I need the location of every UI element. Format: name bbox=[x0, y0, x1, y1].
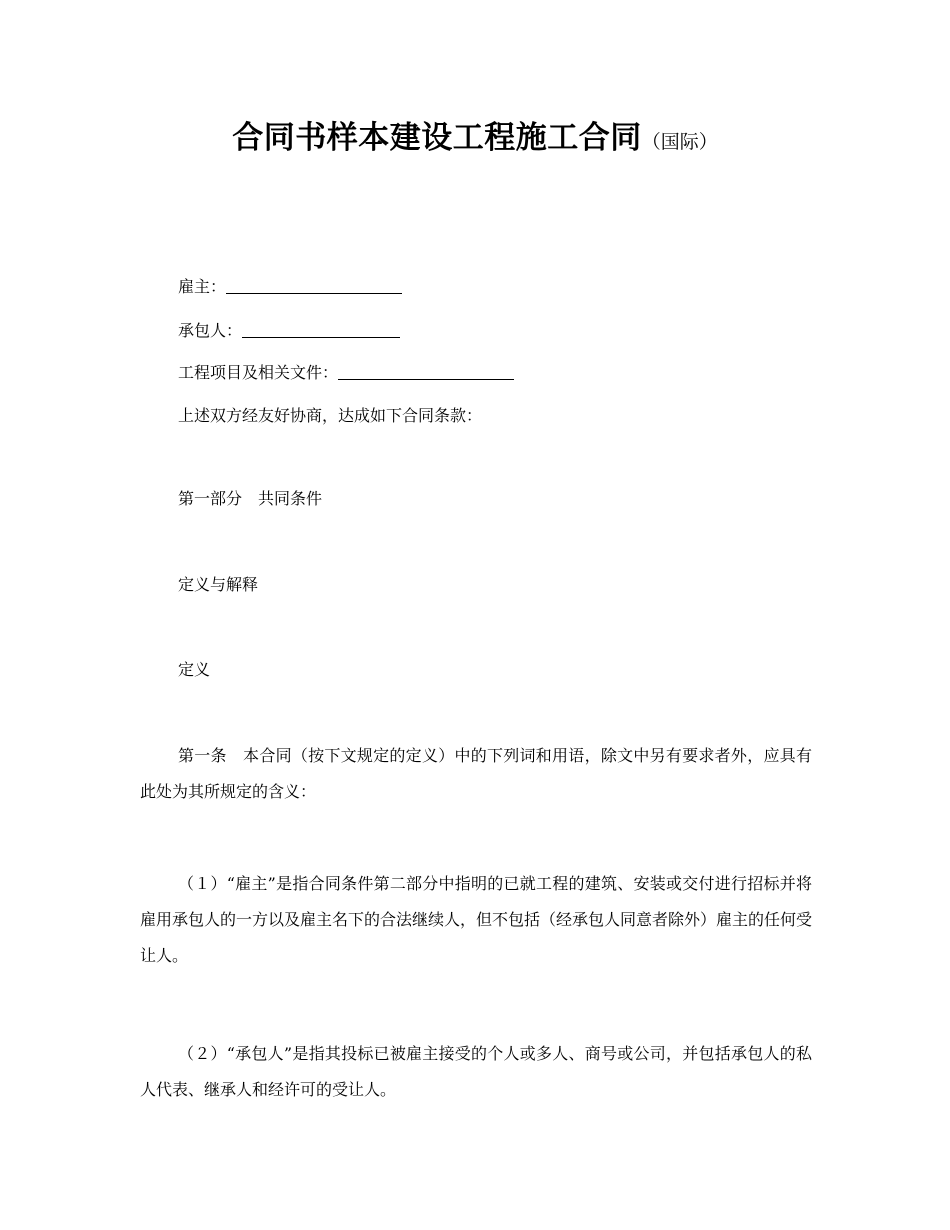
part-heading: 第一部分 共同条件 bbox=[178, 489, 323, 508]
project-label: 工程项目及相关文件： bbox=[178, 363, 339, 382]
intro-text: 上述双方经友好协商，达成如下合同条款： bbox=[178, 406, 483, 425]
title-sub: （国际） bbox=[641, 131, 718, 153]
clause-1: （１）“雇主”是指合同条件第二部分中指明的已就工程的建筑、安装或交付进行招标并将雇用承包人的一方以及雇主名下的合法继续人，但不包括（经承包人同意者除外）雇主的任何受让人。 bbox=[140, 874, 813, 965]
title-main: 合同书样本建设工程施工合同 bbox=[232, 120, 642, 156]
document-title bbox=[0, 112, 950, 157]
project-field bbox=[178, 362, 514, 384]
contractor-blank bbox=[242, 321, 400, 338]
clause-2: （２）“承包人”是指其投标已被雇主接受的个人或多人、商号或公司，并包括承包人的私人代表、继承人和经许可的受让人。 bbox=[140, 1044, 812, 1099]
employer-label: 雇主： bbox=[178, 277, 227, 296]
employer-blank bbox=[226, 277, 402, 294]
employer-field bbox=[178, 276, 402, 298]
contractor-field bbox=[178, 320, 400, 342]
section-heading: 定义与解释 bbox=[178, 575, 259, 594]
project-blank bbox=[338, 363, 514, 380]
contractor-label: 承包人： bbox=[178, 321, 243, 340]
article-1: 第一条 本合同（按下文规定的定义）中的下列词和用语，除文中另有要求者外，应具有此处为其所规定的含义： bbox=[140, 746, 812, 801]
subsection-heading: 定义 bbox=[178, 660, 211, 679]
